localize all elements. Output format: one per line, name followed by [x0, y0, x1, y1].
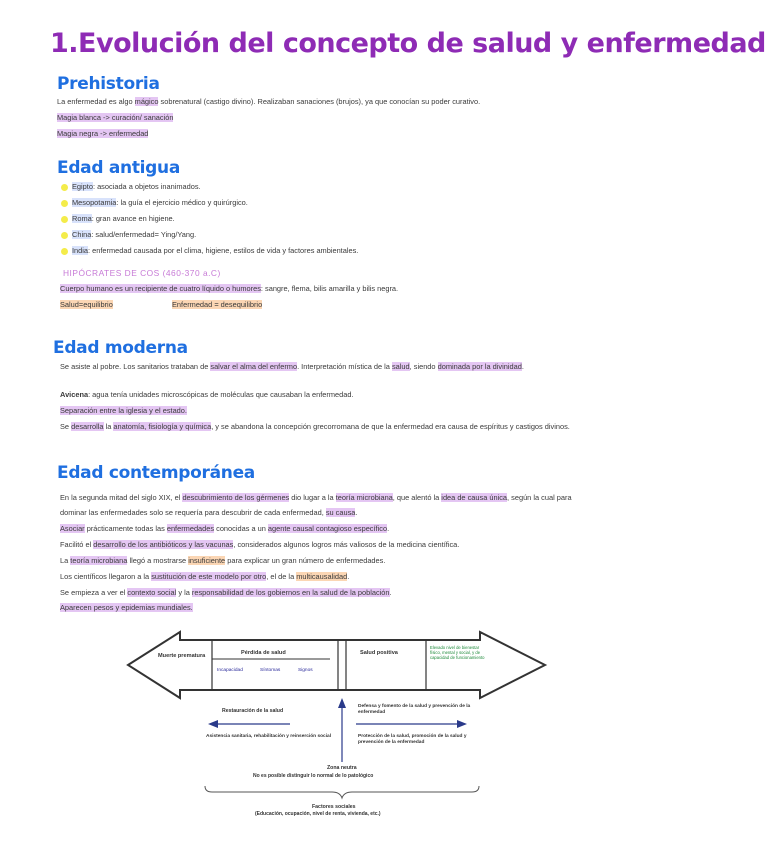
prehistoria-line-1: La enfermedad es algo mágico sobrenatural (castigo divino). Realizaban sanaciones (brujos), ya que conocían su poder curativo.	[57, 97, 481, 106]
enfermedad-desequilibrio: Enfermedad = desequilibrio	[172, 300, 263, 309]
elevado-nivel-label: Elevado nivel de bienestar físico, mental y social, y de capacidad de funcionamiento	[430, 645, 485, 660]
heading-edad-antigua: Edad antigua	[57, 158, 181, 178]
defensa-label: Defensa y fomento de la salud y prevención de la enfermedad	[358, 704, 471, 715]
restauracion-label: Restauración de la salud	[222, 708, 284, 714]
contemporanea-line-3: Asociar prácticamente todas las enfermedades conocidas a un agente causal contagioso específico.	[60, 524, 390, 533]
sintomas-label: Síntomas	[260, 668, 281, 673]
educacion-label: (Educación, ocupación, nivel de renta, vivienda, etc.)	[255, 811, 381, 817]
antigua-item-mesopotamia: Mesopotamia: la guía el ejercicio médico y quirúrgico.	[72, 198, 248, 207]
signos-label: Signos	[298, 668, 313, 673]
no-distinguir-label: No es posible distinguir lo normal de lo patológico	[253, 773, 374, 779]
heading-prehistoria: Prehistoria	[57, 74, 160, 94]
moderna-line-4: Se desarrolla la anatomía, fisiología y química, y se abandona la concepción grecorromana de que la enfermedad era causa de espíritus y castigos divinos.	[60, 422, 570, 431]
prehistoria-line-2: Magia blanca -> curación/ sanación	[57, 113, 174, 122]
moderna-line-3: Separación entre la iglesia y el estado.	[60, 406, 187, 415]
antigua-item-india: India: enfermedad causada por el clima, higiene, estilos de vida y factores ambientales.	[72, 246, 359, 255]
contemporanea-line-5: La teoría microbiana llegó a mostrarse insuficiente para explicar un gran número de enfermedades.	[60, 556, 386, 565]
antigua-item-egipto: Egipto: asociada a objetos inanimados.	[72, 182, 201, 191]
moderna-line-2: Avicena: agua tenía unidades microscópicas de moléculas que causaban la enfermedad.	[60, 390, 354, 399]
contemporanea-line-6: Los científicos llegaron a la sustitución de este modelo por otro, el de la multicausalidad.	[60, 572, 350, 581]
hipocrates-line-1: Cuerpo humano es un recipiente de cuatro líquido o humores: sangre, flema, bilis amarilla y bilis negra.	[60, 284, 399, 293]
prehistoria-line-3: Magia negra -> enfermedad	[57, 129, 149, 138]
arrow-left-icon	[208, 720, 218, 728]
contemporanea-line-8: Aparecen pesos y epidemias mundiales.	[60, 603, 193, 612]
antigua-item-china: China: salud/enfermedad= Ying/Yang.	[72, 230, 197, 239]
proteccion-label: Protección de la salud, promoción de la salud y prevención de la enfermedad	[358, 734, 467, 745]
arrow-up-icon	[338, 698, 346, 708]
asistencia-label: Asistencia sanitaria, rehabilitación y reinserción social	[206, 734, 332, 739]
moderna-line-1: Se asiste al pobre. Los sanitarios trataban de salvar el alma del enfermo. Interpretación mística de la salud, siendo dominada por la divinidad.	[60, 362, 524, 371]
brace-shape	[205, 786, 479, 798]
subheading-hipocrates: HIPÓCRATES DE COS (460-370 a.C)	[63, 268, 221, 278]
contemporanea-line-7: Se empieza a ver el contexto social y la responsabilidad de los gobiernos en la salud de la población.	[60, 588, 392, 597]
salud-equilibrio: Salud=equilibrio	[60, 300, 113, 309]
perdida-salud-label: Pérdida de salud	[241, 650, 286, 656]
heading-edad-moderna: Edad moderna	[53, 338, 188, 358]
contemporanea-line-2: dominar las enfermedades solo se requería para descubrir de cada enfermedad, su causa.	[60, 508, 358, 517]
page-title: 1.Evolución del concepto de salud y enfermedad	[50, 28, 766, 59]
salud-positiva-label: Salud positiva	[360, 650, 398, 656]
heading-edad-contemporanea: Edad contemporánea	[57, 463, 255, 483]
incapacidad-label: Incapacidad	[217, 668, 243, 673]
contemporanea-line-4: Facilitó el desarrollo de los antibióticos y las vacunas, considerados algunos logros más valiosos de la medicina científica.	[60, 540, 460, 549]
zona-neutra-label: Zona neutra	[327, 765, 357, 771]
antigua-item-roma: Roma: gran avance en higiene.	[72, 214, 175, 223]
contemporanea-line-1: En la segunda mitad del siglo XIX, el descubrimiento de los gérmenes dio lugar a la teoría microbiana, que alentó la idea de causa única, según la cual para	[60, 493, 572, 502]
muerte-prematura-label: Muerte prematura	[158, 653, 206, 659]
factores-sociales-label: Factores sociales	[312, 804, 356, 810]
